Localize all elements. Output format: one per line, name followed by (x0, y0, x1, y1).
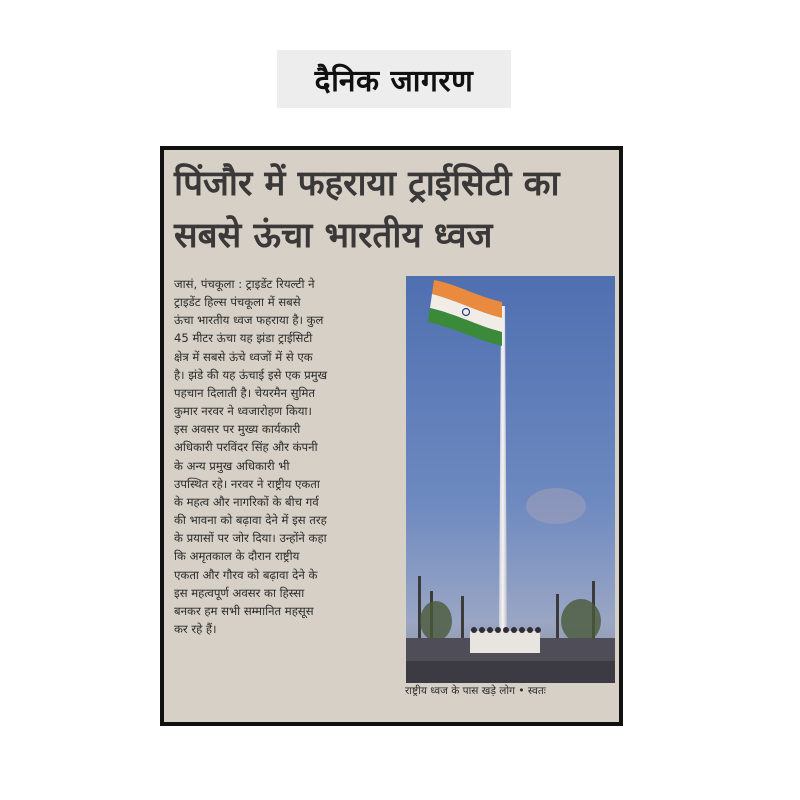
flag-photo (406, 276, 615, 683)
flag-photo-image (406, 276, 615, 683)
article-body-line: बनकर हम सभी सम्मानित महसूस (174, 603, 314, 618)
article-body-line: इस महत्वपूर्ण अवसर का हिस्सा (174, 585, 305, 600)
headline-line-2: सबसे ऊंचा भारतीय ध्वज (174, 216, 493, 256)
headline-line-1: पिंजौर में फहराया ट्राईसिटी का (174, 164, 560, 204)
news-clipping (160, 146, 623, 726)
article-headline (174, 158, 614, 262)
article-body-line: के महत्व और नागरिकों के बीच गर्व (174, 494, 319, 509)
newspaper-masthead (277, 50, 511, 108)
article-body-line: क्षेत्र में सबसे ऊंचे ध्वजों में से एक (174, 349, 313, 364)
article-body-line: ट्राइडेंट हिल्स पंचकूला में सबसे (174, 295, 301, 310)
article-body-line: कि अमृतकाल के दौरान राष्ट्रीय (174, 549, 300, 564)
photo-caption: राष्ट्रीय ध्वज के पास खड़े लोग • स्वतः (405, 685, 546, 697)
article-body-line: 45 मीटर ऊंचा यह झंडा ट्राईसिटी (174, 331, 313, 346)
article-body-line: इस अवसर पर मुख्य कार्यकारी (174, 422, 301, 437)
article-body-line: की भावना को बढ़ावा देने में इस तरह (174, 513, 327, 528)
article-body (174, 275, 398, 638)
newspaper-title: दैनिक जागरण (314, 63, 474, 99)
article-body-line: एकता और गौरव को बढ़ावा देने के (174, 567, 318, 582)
article-body-line: अधिकारी परविंदर सिंह और कंपनी (174, 440, 318, 455)
article-body-line: ऊंचा भारतीय ध्वज फहराया है। कुल (174, 313, 324, 328)
article-body-line: पहचान दिलाती है। चेयरमैन सुमित (174, 385, 316, 400)
article-body-line: उपस्थित रहे। नरवर ने राष्ट्रीय एकता (174, 476, 320, 491)
article-body-line: कर रहे हैं। (174, 621, 217, 636)
article-body-line: के अन्य प्रमुख अधिकारी भी (174, 458, 290, 473)
article-body-line: कुमार नरवर ने ध्वजारोहण किया। (174, 404, 312, 419)
article-body-line: है। झंडे की यह ऊंचाई इसे एक प्रमुख (174, 367, 328, 382)
article-body-line: जासं, पंचकूला : ट्राइडेंट रियल्टी ने (174, 277, 315, 291)
article-body-line: के प्रयासों पर जोर दिया। उन्होंने कहा (174, 531, 327, 546)
